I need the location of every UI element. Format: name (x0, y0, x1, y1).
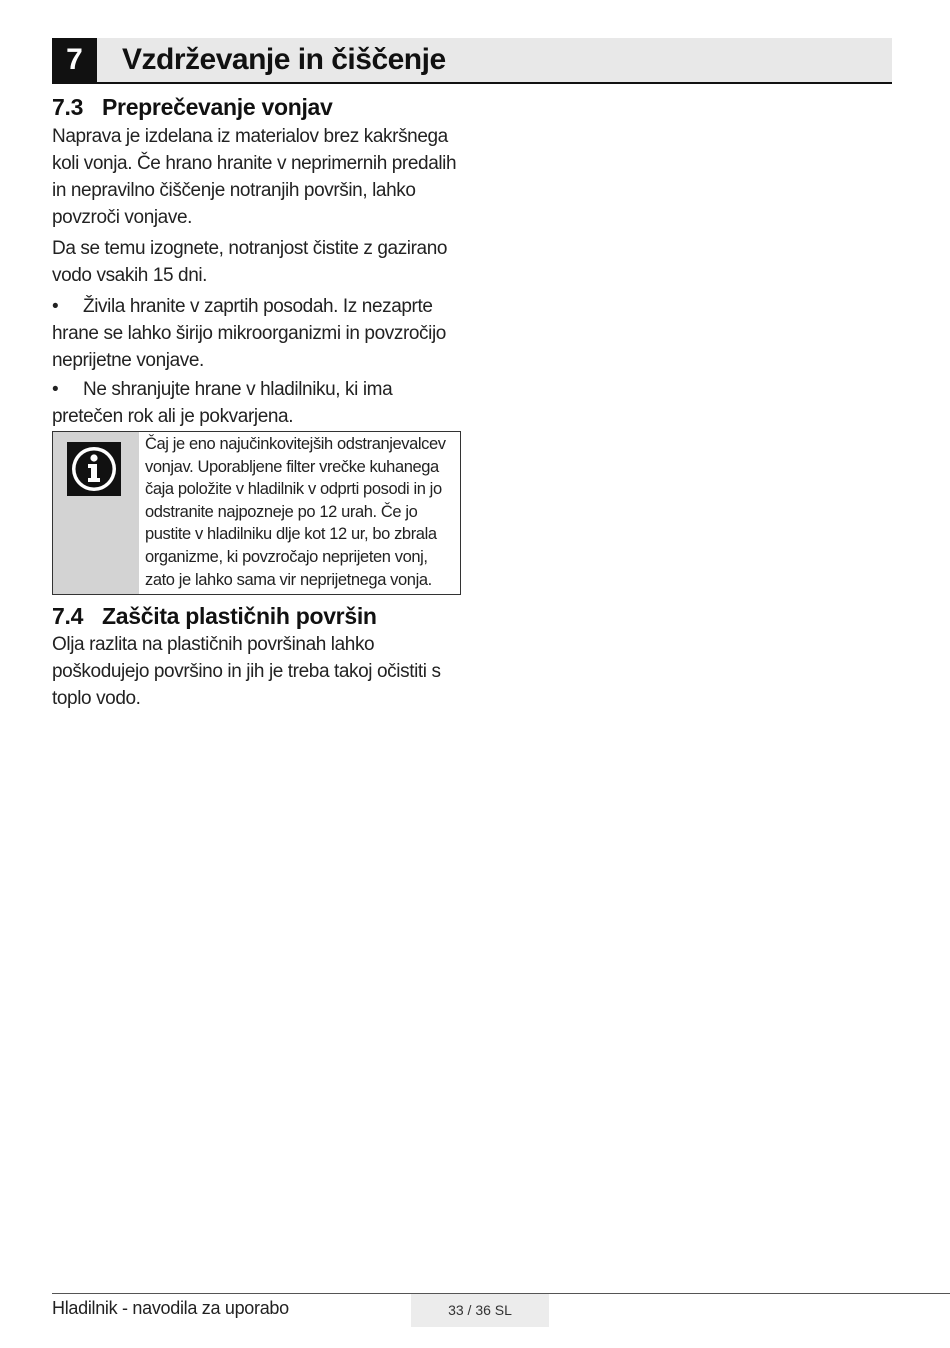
section-title: Zaščita plastičnih površin (102, 603, 377, 629)
bullet-item: • Živila hranite v zaprtih posodah. Iz nezaprte hrane se lahko širijo mikroorganizmi in povzročijo neprijetne vonjave. (52, 293, 462, 374)
section-heading (52, 93, 462, 121)
bullet-icon: • (52, 296, 59, 317)
info-icon (67, 442, 121, 496)
paragraph: Da se temu izognete, notranjost čistite z gazirano vodo vsakih 15 dni. (52, 238, 448, 286)
section-title: Preprečevanje vonjav (102, 94, 333, 120)
paragraph: Naprava je izdelana iz materialov brez kakršnega koli vonja. Če hrano hranite v neprimernih predalih in nepravilno čiščenje notranjih površin, lahko povzroči vonjave. (52, 126, 457, 228)
info-note-text: Čaj je eno najučinkovitejših odstranjevalcev vonjav. Uporabljene filter vrečke kuhanega čaja položite v hladilnik v odprti posodi in jo odstranite najpozneje po 12 urah. Če jo pustite v hladilniku dlje kot 12 ur, bo zbrala organizme, ki povzročajo neprijeten vonj, zato je lahko sama vir neprijetnega vonja. (145, 435, 446, 589)
chapter-title: Vzdrževanje in čiščenje (122, 43, 446, 76)
section-number: 7.4 (52, 603, 84, 629)
info-note-box (52, 431, 461, 595)
paragraph: Olja razlita na plastičnih površinah lahko poškodujejo površino in jih je treba takoj očistiti s toplo vodo. (52, 634, 441, 709)
bullet-item: • Ne shranjujte hrane v hladilniku, ki ima pretečen rok ali je pokvarjena. (52, 376, 462, 430)
chapter-number: 7 (52, 38, 97, 82)
bullet-icon: • (52, 379, 59, 400)
info-icon-panel (53, 432, 139, 594)
section-7-4 (52, 602, 462, 712)
footer-doc-title: Hladilnik - navodila za uporabo (52, 1298, 289, 1318)
chapter-header (52, 38, 892, 84)
section-heading (52, 602, 462, 630)
section-number: 7.3 (52, 94, 84, 120)
section-7-3 (52, 93, 462, 430)
page-number: 33 / 36 SL (411, 1294, 549, 1327)
